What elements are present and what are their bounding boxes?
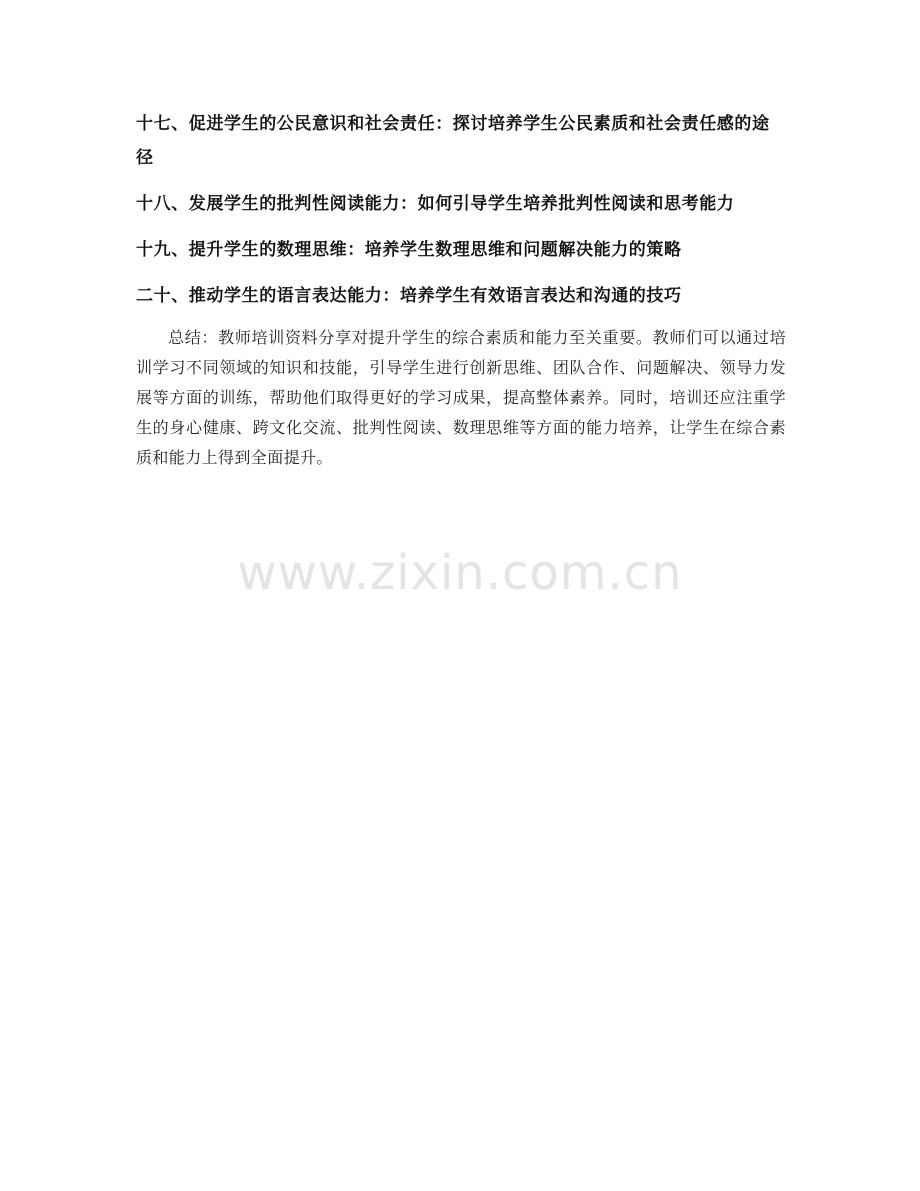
section-heading-18: 十八、发展学生的批判性阅读能力：如何引导学生培养批判性阅读和思考能力 bbox=[136, 194, 735, 214]
document-content bbox=[136, 107, 786, 473]
watermark: www.zixin.com.cn bbox=[237, 545, 683, 601]
summary-paragraph: 总结：教师培训资料分享对提升学生的综合素质和能力至关重要。教师们可以通过培训学习不同领域的知识和技能，引导学生进行创新思维、团队合作、问题解决、领导力发展等方面的训练，帮助他们取得更好的学习成果，提高整体素养。同时，培训还应注重学生的身心健康、跨文化交流、批判性阅读、数理思维等方面的能力培养，让学生在综合素质和能力上得到全面提升。 bbox=[136, 328, 786, 467]
section-heading-20: 二十、推动学生的语言表达能力：培养学生有效语言表达和沟通的技巧 bbox=[136, 286, 682, 306]
section-heading-19: 十九、提升学生的数理思维：培养学生数理思维和问题解决能力的策略 bbox=[136, 240, 682, 260]
section-heading-17: 十七、促进学生的公民意识和社会责任：探讨培养学生公民素质和社会责任感的途径 bbox=[136, 114, 770, 168]
